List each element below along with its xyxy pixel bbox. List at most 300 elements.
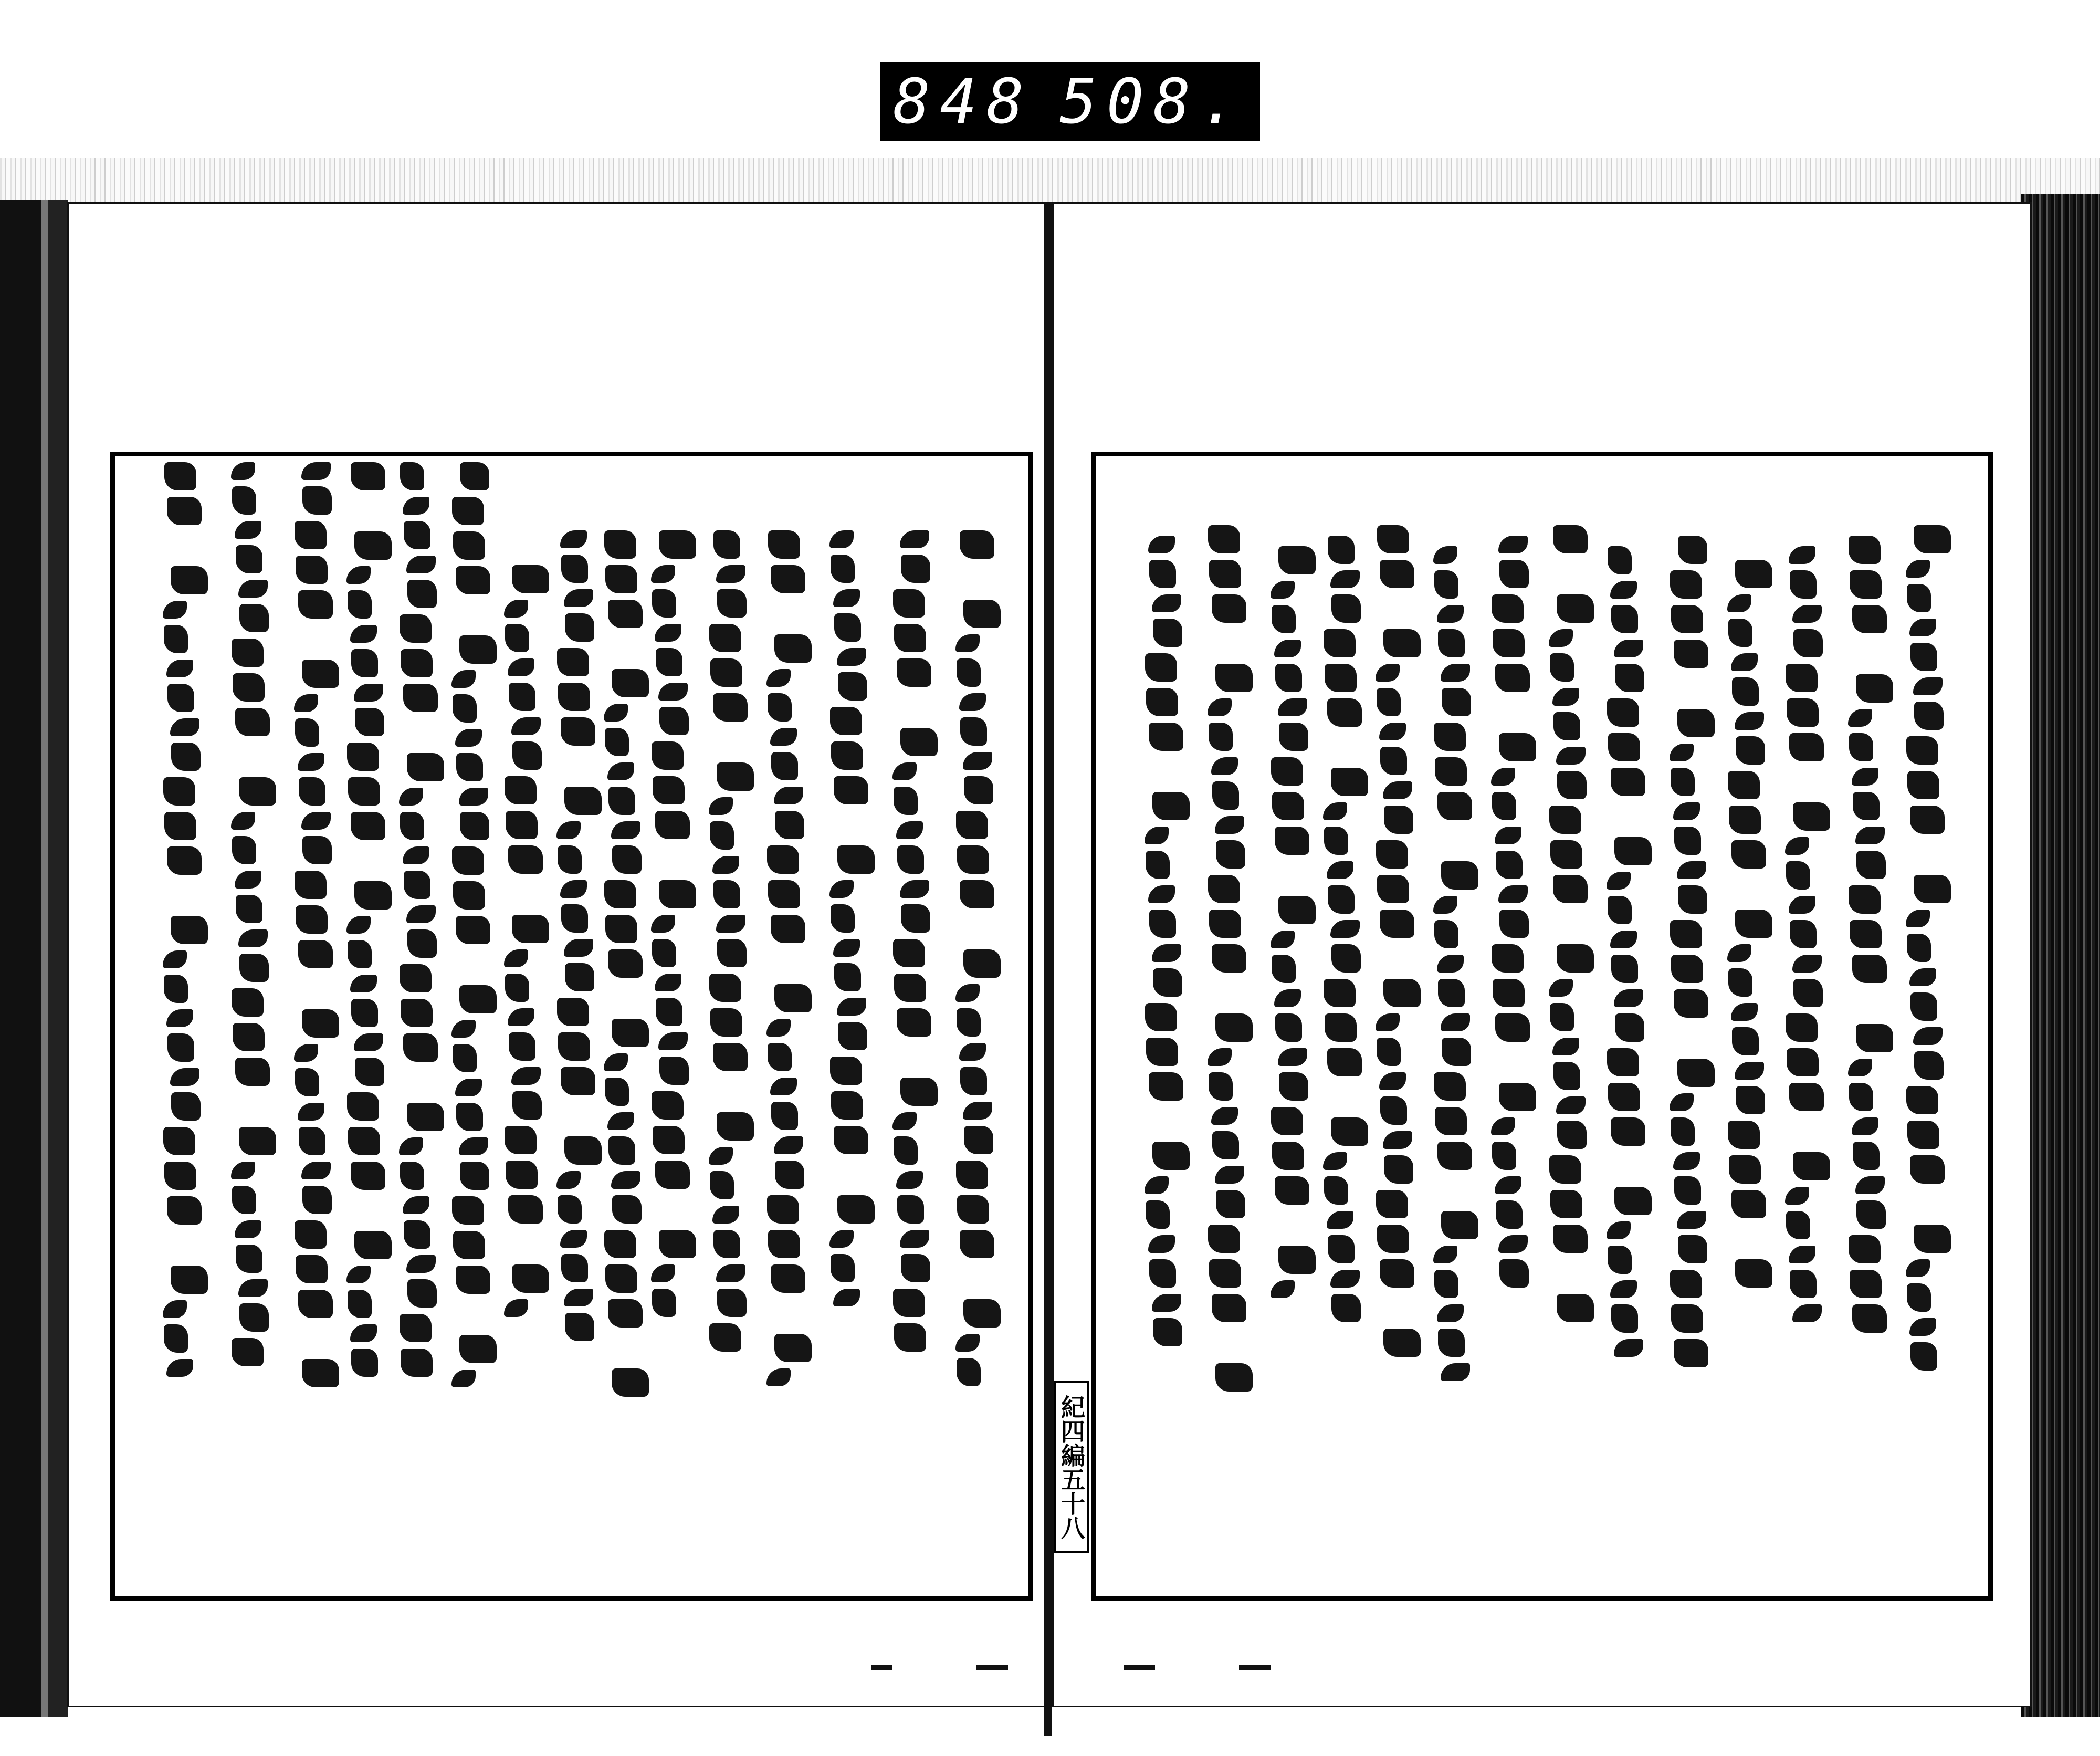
glyph-mark xyxy=(1907,771,1939,799)
glyph-mark xyxy=(508,1195,543,1224)
glyph-mark xyxy=(1789,896,1815,914)
glyph-mark xyxy=(351,999,378,1027)
glyph-mark xyxy=(1670,1270,1702,1298)
glyph-mark xyxy=(961,565,995,593)
glyph-mark xyxy=(564,787,602,815)
glyph-mark xyxy=(1324,1176,1348,1205)
glyph-mark xyxy=(894,974,926,1002)
glyph-mark xyxy=(1853,1339,1888,1367)
glyph-mark xyxy=(1327,1211,1353,1229)
glyph-mark xyxy=(235,871,261,889)
glyph-mark xyxy=(655,624,681,642)
glyph-mark xyxy=(612,1368,649,1397)
glyph-mark xyxy=(557,648,589,676)
glyph-mark xyxy=(505,974,529,1002)
glyph-mark xyxy=(509,880,544,908)
text-column xyxy=(1785,546,1824,1322)
glyph-mark xyxy=(166,1009,193,1027)
glyph-mark xyxy=(171,1092,201,1121)
glyph-mark xyxy=(299,625,334,653)
glyph-mark xyxy=(710,1008,742,1037)
glyph-mark xyxy=(1153,968,1182,997)
glyph-mark xyxy=(607,762,634,780)
glyph-mark xyxy=(1434,570,1458,599)
glyph-mark xyxy=(1270,581,1295,599)
glyph-mark xyxy=(1793,802,1830,831)
glyph-mark xyxy=(658,1032,688,1050)
glyph-mark xyxy=(1278,698,1307,716)
glyph-mark xyxy=(1438,1329,1465,1357)
glyph-mark xyxy=(1215,816,1244,834)
glyph-mark xyxy=(1731,840,1766,869)
glyph-mark xyxy=(900,1078,938,1106)
glyph-mark xyxy=(236,743,271,771)
glyph-mark xyxy=(1677,1211,1706,1229)
glyph-mark xyxy=(712,1206,739,1224)
glyph-mark xyxy=(1377,1038,1401,1066)
glyph-mark xyxy=(1438,979,1465,1007)
glyph-mark xyxy=(964,776,993,804)
glyph-mark xyxy=(1608,1083,1640,1111)
glyph-mark xyxy=(1792,955,1822,973)
glyph-mark xyxy=(562,752,596,780)
glyph-mark xyxy=(1146,1038,1178,1066)
glyph-mark xyxy=(298,1103,324,1121)
glyph-mark xyxy=(1153,619,1182,647)
glyph-mark xyxy=(834,1126,868,1154)
glyph-mark xyxy=(1149,560,1176,588)
glyph-mark xyxy=(403,846,429,864)
glyph-mark xyxy=(651,565,675,583)
glyph-mark xyxy=(1152,792,1190,820)
glyph-mark xyxy=(238,929,268,947)
glyph-mark xyxy=(403,1196,429,1214)
glyph-mark xyxy=(1323,1152,1347,1170)
glyph-mark xyxy=(830,1057,862,1085)
glyph-mark xyxy=(959,1043,986,1061)
glyph-mark xyxy=(1275,827,1309,855)
glyph-mark xyxy=(959,693,986,711)
glyph-mark xyxy=(1735,1259,1772,1288)
glyph-mark xyxy=(1553,712,1580,740)
glyph-mark xyxy=(1492,1142,1516,1170)
glyph-mark xyxy=(164,975,188,1003)
glyph-mark xyxy=(163,601,187,619)
glyph-mark xyxy=(239,1303,269,1332)
glyph-mark xyxy=(1212,944,1246,973)
glyph-mark xyxy=(655,974,681,991)
glyph-mark xyxy=(898,1043,932,1071)
glyph-mark xyxy=(456,566,490,594)
glyph-mark xyxy=(1611,955,1638,983)
glyph-mark xyxy=(403,1033,438,1062)
glyph-mark xyxy=(838,1022,867,1050)
text-column xyxy=(1433,546,1472,1381)
glyph-mark xyxy=(167,1033,194,1062)
glyph-mark xyxy=(957,659,981,687)
text-column xyxy=(1549,525,1588,1322)
glyph-mark xyxy=(1278,1246,1316,1274)
glyph-mark xyxy=(1849,1235,1881,1263)
glyph-mark xyxy=(1853,792,1880,820)
glyph-mark xyxy=(1553,875,1588,903)
glyph-mark xyxy=(232,1186,256,1214)
glyph-mark xyxy=(1789,1083,1824,1111)
glyph-mark xyxy=(401,1349,433,1377)
glyph-mark xyxy=(1913,677,1942,695)
glyph-mark xyxy=(235,521,261,539)
glyph-mark xyxy=(1852,605,1887,633)
glyph-mark xyxy=(560,1230,587,1248)
glyph-mark xyxy=(963,752,992,770)
glyph-mark xyxy=(1144,827,1169,844)
glyph-mark xyxy=(1384,806,1413,834)
glyph-mark xyxy=(1328,1083,1363,1111)
glyph-mark xyxy=(766,669,791,687)
glyph-mark xyxy=(1554,1259,1589,1288)
glyph-mark xyxy=(1731,1190,1766,1218)
glyph-mark xyxy=(1331,944,1361,973)
glyph-mark xyxy=(1376,1190,1408,1218)
glyph-mark xyxy=(1611,605,1638,633)
glyph-mark xyxy=(1550,653,1574,682)
glyph-mark xyxy=(400,1162,424,1190)
glyph-mark xyxy=(1274,989,1301,1007)
glyph-mark xyxy=(460,462,489,490)
glyph-mark xyxy=(1550,1003,1574,1031)
glyph-mark xyxy=(1849,1083,1873,1111)
glyph-mark xyxy=(1549,1155,1581,1184)
glyph-mark xyxy=(1607,698,1639,727)
glyph-mark xyxy=(1279,723,1308,751)
glyph-mark xyxy=(1907,934,1931,962)
glyph-mark xyxy=(166,1359,193,1377)
glyph-mark xyxy=(1208,525,1240,553)
glyph-mark xyxy=(1675,1374,1709,1402)
glyph-mark xyxy=(400,614,432,643)
glyph-mark xyxy=(833,939,860,957)
glyph-mark xyxy=(1492,944,1524,973)
glyph-mark xyxy=(1610,1280,1637,1298)
glyph-mark xyxy=(404,521,430,549)
glyph-mark xyxy=(1610,581,1637,599)
glyph-mark xyxy=(1442,688,1471,716)
glyph-mark xyxy=(1906,560,1930,578)
glyph-mark xyxy=(1674,827,1701,855)
glyph-mark xyxy=(1790,768,1825,796)
glyph-mark xyxy=(512,565,549,593)
glyph-mark xyxy=(1208,875,1240,903)
glyph-mark xyxy=(1331,1117,1368,1146)
glyph-mark xyxy=(1377,875,1409,903)
glyph-mark xyxy=(354,881,392,910)
glyph-mark xyxy=(837,998,866,1016)
glyph-mark xyxy=(963,1299,1001,1328)
glyph-mark xyxy=(1149,1072,1183,1101)
glyph-mark xyxy=(717,762,754,791)
glyph-mark xyxy=(604,1230,636,1258)
glyph-mark xyxy=(960,530,994,559)
glyph-mark xyxy=(1728,968,1752,997)
glyph-mark xyxy=(301,812,331,830)
glyph-mark xyxy=(170,1068,200,1086)
glyph-mark xyxy=(1493,629,1525,657)
text-column xyxy=(1727,525,1766,1288)
glyph-mark xyxy=(1731,1003,1758,1021)
glyph-mark xyxy=(452,1020,476,1038)
glyph-mark xyxy=(1675,1024,1709,1052)
glyph-mark xyxy=(771,1264,805,1293)
glyph-mark xyxy=(1328,536,1354,564)
glyph-mark xyxy=(1614,1339,1643,1357)
book-gutter xyxy=(1044,202,1052,1736)
glyph-mark xyxy=(1499,1083,1536,1111)
glyph-mark xyxy=(1212,594,1246,623)
text-column xyxy=(1606,546,1645,1357)
glyph-mark xyxy=(1275,1013,1302,1042)
glyph-mark xyxy=(652,939,676,967)
glyph-mark xyxy=(1328,885,1354,914)
glyph-mark xyxy=(565,613,594,642)
glyph-mark xyxy=(1145,1003,1177,1031)
glyph-mark xyxy=(956,984,980,1002)
glyph-mark xyxy=(1331,594,1361,623)
glyph-mark xyxy=(894,787,918,815)
glyph-mark xyxy=(1324,979,1356,1007)
glyph-mark xyxy=(1437,605,1464,623)
glyph-mark xyxy=(1674,989,1708,1018)
glyph-mark xyxy=(767,1195,799,1224)
glyph-mark xyxy=(1731,653,1758,671)
spine-label: 紀四編五十八 xyxy=(1054,1381,1089,1553)
glyph-mark xyxy=(1380,747,1407,775)
glyph-mark xyxy=(1380,1096,1407,1125)
glyph-mark xyxy=(1152,944,1181,962)
glyph-mark xyxy=(403,497,429,515)
glyph-mark xyxy=(504,600,528,618)
glyph-mark xyxy=(302,1359,339,1387)
glyph-mark xyxy=(1671,1304,1703,1333)
glyph-mark xyxy=(351,812,385,840)
glyph-mark xyxy=(1611,1117,1645,1146)
glyph-mark xyxy=(1434,723,1466,751)
text-column xyxy=(231,462,270,1366)
glyph-mark xyxy=(557,998,589,1026)
glyph-mark xyxy=(831,904,855,933)
glyph-mark xyxy=(1678,536,1707,564)
glyph-mark xyxy=(400,1314,432,1342)
glyph-mark xyxy=(1330,570,1360,588)
glyph-mark xyxy=(830,530,854,548)
glyph-mark xyxy=(611,821,640,839)
glyph-mark xyxy=(1437,1304,1464,1322)
glyph-mark xyxy=(834,963,861,991)
glyph-mark xyxy=(716,565,746,583)
glyph-mark xyxy=(1727,594,1751,612)
glyph-mark xyxy=(455,1079,482,1096)
glyph-mark xyxy=(1381,1294,1415,1322)
glyph-mark xyxy=(1209,1072,1233,1101)
glyph-mark xyxy=(231,462,255,480)
glyph-mark xyxy=(898,693,932,722)
glyph-mark xyxy=(1729,806,1761,834)
glyph-mark xyxy=(558,1195,582,1224)
glyph-mark xyxy=(1271,1107,1303,1135)
glyph-mark xyxy=(457,601,491,629)
text-column xyxy=(163,462,202,1377)
glyph-mark xyxy=(512,741,542,770)
glyph-mark xyxy=(607,1112,634,1130)
glyph-mark xyxy=(1848,709,1872,727)
glyph-mark xyxy=(963,949,1001,978)
glyph-mark xyxy=(897,1008,931,1037)
glyph-mark xyxy=(717,939,747,967)
glyph-mark xyxy=(1789,1246,1815,1263)
glyph-mark xyxy=(1278,546,1316,574)
label-left-number: 848 xyxy=(893,65,1034,138)
glyph-mark xyxy=(351,1349,378,1377)
glyph-mark xyxy=(1790,570,1816,599)
glyph-mark xyxy=(1735,910,1772,938)
glyph-mark xyxy=(1381,594,1415,623)
glyph-mark xyxy=(1498,885,1528,903)
glyph-mark xyxy=(1614,640,1643,657)
glyph-mark xyxy=(299,975,334,1003)
glyph-mark xyxy=(1608,896,1632,924)
glyph-mark xyxy=(401,999,433,1027)
glyph-mark xyxy=(1325,1013,1357,1042)
glyph-mark xyxy=(508,659,534,676)
glyph-mark xyxy=(608,787,635,815)
glyph-mark xyxy=(956,1334,980,1352)
glyph-mark xyxy=(892,762,917,780)
glyph-mark xyxy=(239,777,276,806)
glyph-mark xyxy=(1850,570,1882,599)
glyph-mark xyxy=(346,916,371,934)
glyph-mark xyxy=(961,1264,995,1293)
glyph-mark xyxy=(1785,1187,1809,1205)
glyph-mark xyxy=(1554,910,1589,938)
glyph-mark xyxy=(1377,688,1401,716)
glyph-mark xyxy=(1276,861,1310,890)
glyph-mark xyxy=(509,1230,544,1258)
glyph-mark xyxy=(605,1264,637,1293)
glyph-mark xyxy=(1553,1225,1588,1253)
glyph-mark xyxy=(561,904,588,933)
glyph-mark xyxy=(957,845,989,874)
glyph-mark xyxy=(768,693,792,722)
glyph-mark xyxy=(512,1091,542,1120)
glyph-mark xyxy=(766,1019,791,1037)
glyph-mark xyxy=(168,531,203,560)
glyph-mark xyxy=(1789,546,1815,564)
glyph-mark xyxy=(1793,979,1823,1007)
glyph-mark xyxy=(302,1009,339,1038)
glyph-mark xyxy=(452,497,484,525)
glyph-mark xyxy=(352,846,386,875)
glyph-mark xyxy=(1670,570,1702,599)
glyph-mark xyxy=(1435,1107,1467,1135)
glyph-mark xyxy=(956,1161,988,1189)
glyph-mark xyxy=(1612,802,1646,831)
glyph-mark xyxy=(1910,806,1945,834)
glyph-mark xyxy=(608,949,643,978)
glyph-mark xyxy=(1433,896,1457,914)
glyph-mark xyxy=(558,845,582,874)
glyph-mark xyxy=(1911,840,1946,869)
glyph-mark xyxy=(238,580,268,598)
glyph-mark xyxy=(232,836,256,864)
glyph-mark xyxy=(1146,851,1170,879)
glyph-mark xyxy=(1610,931,1637,948)
glyph-mark xyxy=(505,776,537,804)
glyph-mark xyxy=(232,1338,264,1366)
glyph-mark xyxy=(560,880,587,898)
glyph-mark xyxy=(652,1091,684,1120)
glyph-mark xyxy=(455,729,482,747)
glyph-mark xyxy=(1856,1024,1893,1052)
glyph-mark xyxy=(235,1058,270,1086)
bottom-mark xyxy=(872,1665,892,1670)
glyph-mark xyxy=(1274,640,1301,657)
glyph-mark xyxy=(561,1254,588,1282)
glyph-mark xyxy=(1145,653,1177,682)
glyph-mark xyxy=(1907,1121,1939,1149)
archive-label xyxy=(880,62,1260,141)
glyph-mark xyxy=(771,565,805,593)
glyph-mark xyxy=(1674,1176,1701,1205)
glyph-mark xyxy=(1327,861,1353,879)
glyph-mark xyxy=(1608,546,1632,574)
glyph-mark xyxy=(901,1254,930,1282)
glyph-mark xyxy=(1914,702,1944,730)
glyph-mark xyxy=(347,1092,379,1121)
glyph-mark xyxy=(653,776,685,804)
glyph-mark xyxy=(1149,910,1176,938)
glyph-mark xyxy=(1275,664,1302,692)
glyph-mark xyxy=(1216,1190,1245,1218)
glyph-mark xyxy=(604,1053,628,1071)
text-column xyxy=(651,530,690,1317)
glyph-mark xyxy=(768,880,800,908)
glyph-mark xyxy=(837,648,866,666)
text-column xyxy=(1491,536,1530,1288)
glyph-mark xyxy=(770,1078,797,1095)
glyph-mark xyxy=(1606,872,1631,890)
glyph-mark xyxy=(235,708,270,736)
glyph-mark xyxy=(1491,1117,1515,1135)
glyph-mark xyxy=(1496,1048,1531,1076)
glyph-mark xyxy=(1215,1013,1253,1042)
glyph-mark xyxy=(1611,768,1645,796)
glyph-mark xyxy=(900,880,929,898)
bottom-mark xyxy=(976,1665,1008,1670)
glyph-mark xyxy=(1675,674,1709,703)
glyph-mark xyxy=(1152,1294,1181,1312)
glyph-mark xyxy=(656,1195,691,1224)
glyph-mark xyxy=(1330,920,1360,938)
glyph-mark xyxy=(299,1324,334,1353)
glyph-mark xyxy=(1491,768,1515,786)
glyph-mark xyxy=(351,1162,385,1190)
glyph-mark xyxy=(1270,1280,1295,1298)
glyph-mark xyxy=(1212,1294,1246,1322)
glyph-mark xyxy=(1732,677,1759,706)
glyph-mark xyxy=(1849,536,1881,564)
glyph-mark xyxy=(354,1231,392,1259)
glyph-mark xyxy=(1327,1048,1362,1076)
glyph-mark xyxy=(1383,1329,1421,1357)
